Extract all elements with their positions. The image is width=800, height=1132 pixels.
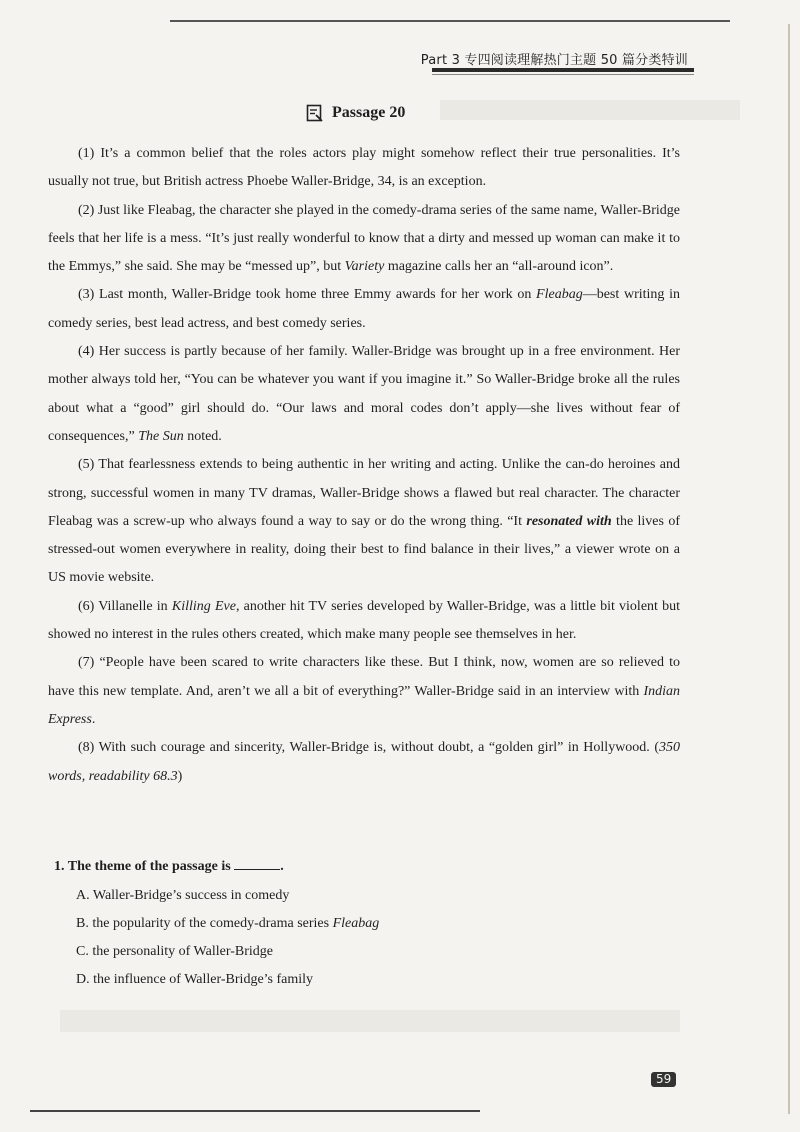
option-a[interactable]: A. Waller-Bridge’s success in comedy — [76, 888, 290, 903]
bleed-through — [440, 100, 740, 120]
binding-edge — [788, 24, 790, 1114]
paragraph-3: (3) Last month, Waller-Bridge took home three Emmy awards for her work on Fleabag—best writing in comedy series, best lead actress, and best comedy series. — [48, 287, 681, 331]
passage-title — [306, 104, 405, 122]
page-number: 59 — [651, 1072, 676, 1087]
header-rule — [432, 68, 694, 72]
header-rule-thin — [432, 74, 694, 75]
answer-blank — [234, 857, 280, 870]
running-header: Part 3 专四阅读理解热门主题 50 篇分类特训 — [420, 53, 688, 68]
passage-body — [48, 140, 680, 791]
bottom-rule — [30, 1110, 480, 1112]
question-end: . — [280, 859, 284, 874]
question-stem: The theme of the passage is — [67, 859, 231, 874]
paragraph-4: (4) Her success is partly because of her family. Waller-Bridge was brought up in a free environment. Her mother always told her, “You can be whatever you want if you imagine it.” So Waller-Bridge broke all the rules about what a “good” girl should do. “Our laws and moral codes don’t apply—she lives without fear of consequences,” The Sun noted. — [48, 344, 680, 444]
paragraph-2: (2) Just like Fleabag, the character she played in the comedy-drama series of the same name, Waller-Bridge feels that her life is a mess. “It’s just really wonderful to know that a dirty and messed up woman can make it to the Emmys,” she said. She may be “messed up”, but Variety magazine calls her an “all-around icon”. — [48, 202, 680, 275]
paragraph-5: (5) That fearlessness extends to being authentic in her writing and acting. Unlike the can-do heroines and strong, successful women in many TV dramas, Waller-Bridge shows a flawed but real character. The character Fleabag was a screw-up who always found a way to say or do the wrong thing. “It resonated with the lives of stressed-out women everywhere in reality, doing their best to find balance in their lives,” a viewer wrote on a US movie website. — [48, 457, 681, 586]
option-c[interactable]: C. the personality of Waller-Bridge — [76, 944, 274, 959]
paragraph-1: (1) It’s a common belief that the roles actors play might somehow reflect their true personalities. It’s usually not true, but British actress Phoebe Waller-Bridge, 34, is an exception. — [48, 146, 680, 190]
passage-title-text: Passage 20 — [332, 104, 406, 121]
bleed-through — [60, 1010, 680, 1032]
question-1 — [54, 857, 284, 875]
question-number: 1. — [54, 859, 65, 874]
top-rule — [170, 20, 730, 22]
option-d[interactable]: D. the influence of Waller-Bridge’s family — [76, 972, 314, 987]
document-icon — [306, 104, 324, 122]
option-b[interactable]: B. the popularity of the comedy-drama series Fleabag — [76, 916, 380, 931]
paragraph-8: (8) With such courage and sincerity, Waller-Bridge is, without doubt, a “golden girl” in Hollywood. (350 words, readability 68.3) — [48, 740, 680, 784]
paragraph-7: (7) “People have been scared to write characters like these. But I think, now, women are so relieved to have this new template. And, aren’t we all a bit of everything?” Waller-Bridge said in an interview with Indian Express. — [48, 655, 680, 727]
paragraph-6: (6) Villanelle in Killing Eve, another hit TV series developed by Waller-Bridge, was a little bit violent but showed no interest in the rules others created, which make many people see themselves in her. — [48, 598, 680, 643]
